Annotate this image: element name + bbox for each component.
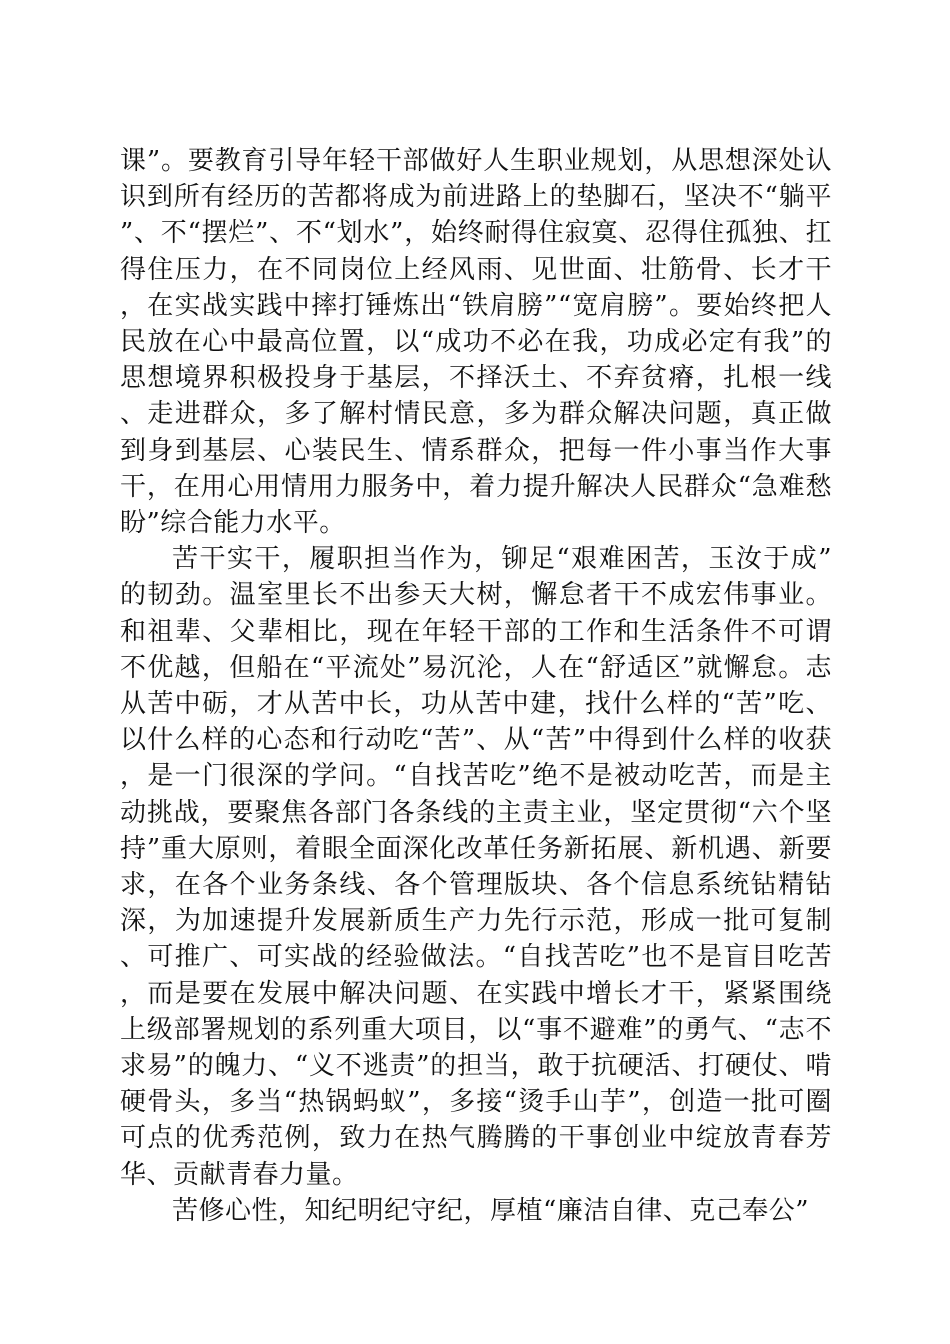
paragraph-self-discipline: 苦修心性，知纪明纪守纪，厚植“廉洁自律、克己奉公” [172,1195,810,1226]
paragraph-continuation: 课”。要教育引导年轻干部做好人生职业规划，从思想深处认识到所有经历的苦都将成为前进路上的垫脚石，坚决不“躺平”、不“摆烂”、不“划水”，始终耐得住寂寞、忍得住孤独、扛得住压力，在不同岗位上经风雨、见世面、壮筋骨、长才干，在实战实践中摔打锤炼出“铁肩膀”“宽肩膀”。要始终把人民放在心中最高位置，以“成功不必在我，功成必定有我”的思想境界积极投身于基层，不择沃土、不弃贫瘠，扎根一线、走进群众，多了解村情民意，多为群众解决问题，真正做到身到基层、心装民生、情系群众，把每一件小事当作大事干，在用心用情用力服务中，着力提升解决人民群众“急难愁盼”综合能力水平。 [120,146,832,539]
document-body [120,143,832,1229]
paragraph-hard-work: 苦干实干，履职担当作为，铆足“艰难困苦，玉汝于成”的韧劲。温室里长不出参天大树，懈怠者干不成宏伟事业。和祖辈、父辈相比，现在年轻干部的工作和生活条件不可谓不优越，但船在“平流处”易沉沦，人在“舒适区”就懈怠。志从苦中砺，才从苦中长，功从苦中建，找什么样的“苦”吃、以什么样的心态和行动吃“苦”、从“苦”中得到什么样的收获，是一门很深的学问。“自找苦吃”绝不是被动吃苦，而是主动挑战，要聚焦各部门各条线的主责主业，坚定贯彻“六个坚持”重大原则，着眼全面深化改革任务新拓展、新机遇、新要求，在各个业务条线、各个管理版块、各个信息系统钻精钻深，为加速提升发展新质生产力先行示范，形成一批可复制、可推广、可实战的经验做法。“自找苦吃”也不是盲目吃苦，而是要在发展中解决问题、在实践中增长才干，紧紧围绕上级部署规划的系列重大项目，以“事不避难”的勇气、“志不求易”的魄力、“义不逃责”的担当，敢于抗硬活、打硬仗、啃硬骨头，多当“热锅蚂蚁”，多接“烫手山芋”，创造一批可圈可点的优秀范例，致力在热气腾腾的干事创业中绽放青春芳华、贡献青春力量。 [120,544,832,1190]
